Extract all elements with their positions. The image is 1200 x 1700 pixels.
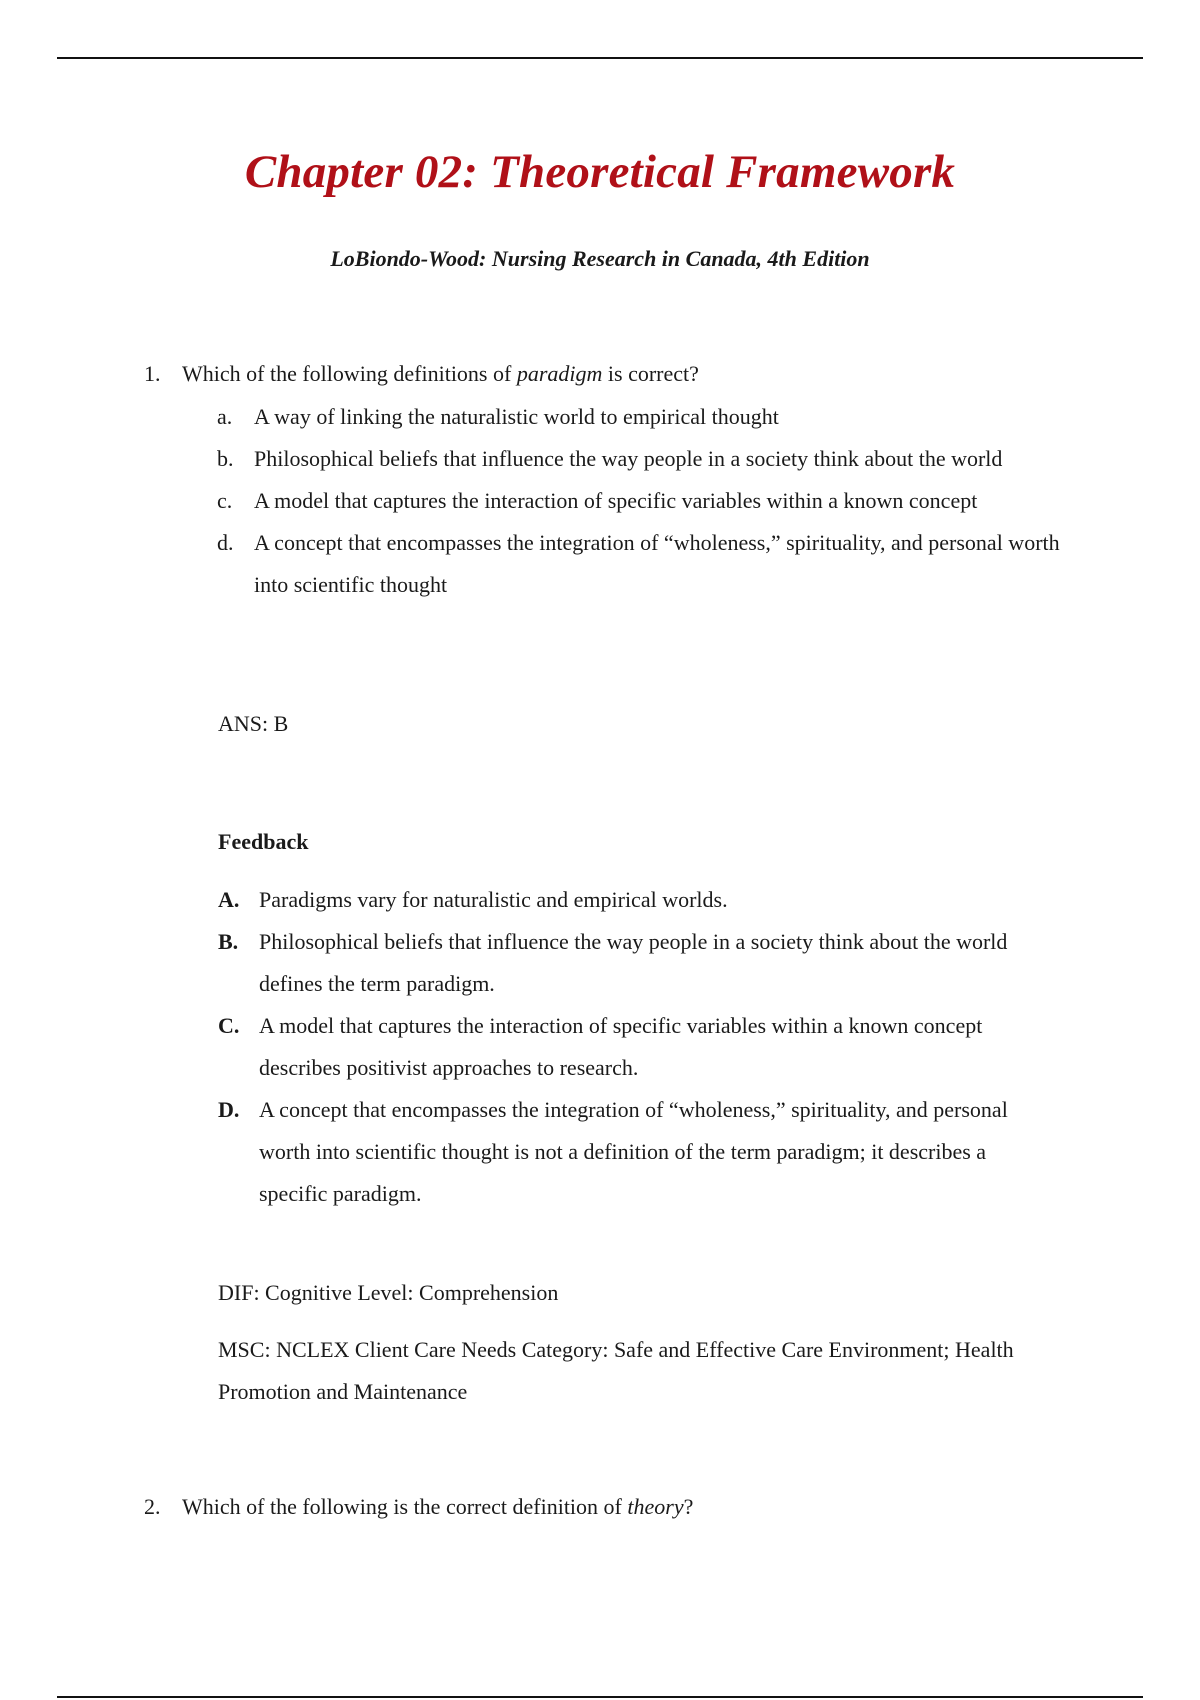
option-c (217, 480, 1087, 522)
question-emphasis: paradigm (516, 361, 603, 386)
question-1-options (217, 396, 1087, 606)
option-a (217, 396, 1087, 438)
option-text: A way of linking the naturalistic world to empirical thought (254, 404, 779, 429)
option-b (217, 438, 1087, 480)
feedback-letter: B. (218, 929, 239, 954)
feedback-item-c (218, 1005, 1058, 1089)
feedback-letter: C. (218, 1013, 240, 1038)
question-number: 2. (144, 1494, 161, 1519)
question-number: 1. (144, 361, 161, 386)
option-letter: d. (217, 530, 234, 555)
answer-key: ANS: B (218, 711, 289, 736)
feedback-text: Paradigms vary for naturalistic and empirical worlds. (259, 887, 728, 912)
nclex-category: MSC: NCLEX Client Care Needs Category: Safe and Effective Care Environment; Health Promotion and Maintenance (218, 1337, 1014, 1404)
option-letter: b. (217, 446, 234, 471)
option-letter: a. (217, 404, 233, 429)
option-text: A model that captures the interaction of specific variables within a known concept (254, 488, 978, 513)
footer-rule (57, 1696, 1143, 1698)
book-subtitle: LoBiondo-Wood: Nursing Research in Canada, 4th Edition (330, 246, 870, 271)
question-text: Which of the following definitions of paradigm is correct? (182, 361, 699, 386)
option-d (217, 522, 1087, 606)
question-emphasis: theory (627, 1494, 684, 1519)
feedback-item-b (218, 921, 1058, 1005)
chapter-title: Chapter 02: Theoretical Framework (244, 146, 956, 198)
feedback-list (218, 879, 1058, 1215)
difficulty-level: DIF: Cognitive Level: Comprehension (218, 1280, 559, 1305)
header-rule (57, 57, 1143, 59)
feedback-item-a (218, 879, 1058, 921)
feedback-text: Philosophical beliefs that influence the way people in a society think about the world defines the term paradigm. (259, 929, 1008, 996)
option-letter: c. (217, 488, 233, 513)
feedback-letter: D. (218, 1097, 240, 1122)
feedback-text: A concept that encompasses the integration of “wholeness,” spirituality, and personal worth into scientific thought is not a definition of the term paradigm; it describes a specific paradigm. (259, 1097, 1008, 1206)
feedback-text: A model that captures the interaction of specific variables within a known concept describes positivist approaches to research. (259, 1013, 983, 1080)
option-text: Philosophical beliefs that influence the way people in a society think about the world (254, 446, 1003, 471)
feedback-heading: Feedback (218, 829, 309, 854)
option-text: A concept that encompasses the integration of “wholeness,” spirituality, and personal worth into scientific thought (254, 530, 1060, 597)
feedback-letter: A. (218, 887, 240, 912)
feedback-item-d (218, 1089, 1058, 1215)
question-text: Which of the following is the correct definition of theory? (182, 1494, 694, 1519)
